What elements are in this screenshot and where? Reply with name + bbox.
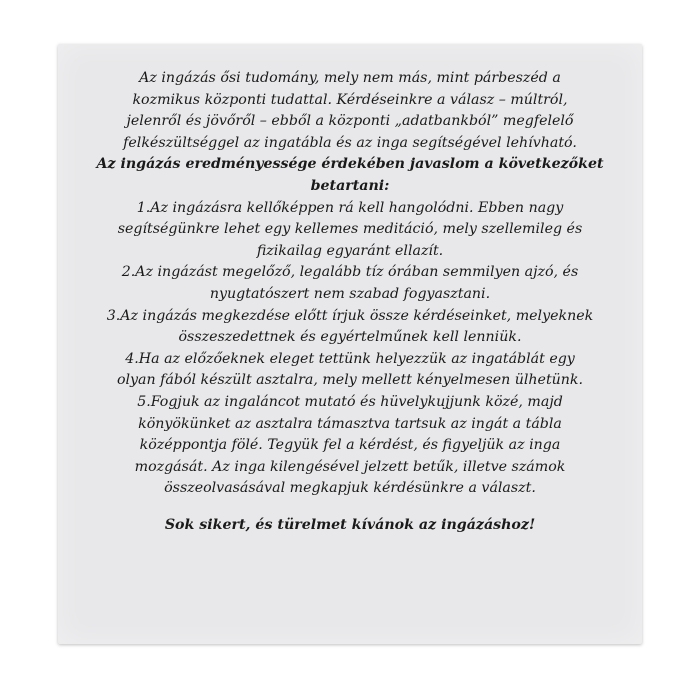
intro-line: kozmikus központi tudattal. Kérdéseinkre a válasz – múltról, bbox=[132, 91, 568, 108]
intro-line: jelenről és jövőről – ebből a központi „adatbankból” megfelelő bbox=[126, 113, 574, 130]
heading-line: Az ingázás eredményessége érdekében javaslom a következőket bbox=[96, 156, 604, 173]
rule-line: olyan fából készült asztalra, mely mellett kényelmesen ülhetünk. bbox=[116, 372, 584, 389]
instruction-text bbox=[58, 68, 642, 536]
rule-line: 4.Ha az előzőeknek eleget tettünk helyezzük az ingatáblát egy bbox=[125, 350, 575, 367]
rule-line: segítségünkre lehet egy kellemes meditáció, mely szellemileg és bbox=[117, 221, 583, 238]
rule-line: 2.Az ingázást megelőző, legalább tíz órában semmilyen ajzó, és bbox=[121, 264, 579, 281]
intro-line: felkészültséggel az ingatábla és az inga segítségével lehívható. bbox=[123, 134, 577, 151]
heading-line: betartani: bbox=[310, 177, 390, 194]
rule-line: 3.Az ingázás megkezdése előtt írjuk össze kérdéseinket, melyeknek bbox=[106, 307, 594, 324]
rule-line: 1.Az ingázásra kellőképpen rá kell hangolódni. Ebben nagy bbox=[136, 199, 564, 216]
rule-line: nyugtatószert nem szabad fogyasztani. bbox=[209, 285, 491, 302]
instruction-card bbox=[58, 44, 642, 644]
rule-line: mozgását. Az inga kilengésével jelzett betűk, illetve számok bbox=[134, 458, 566, 475]
rule-line: összeolvasásával megkapjuk kérdésünkre a választ. bbox=[164, 480, 536, 497]
closing-line: Sok sikert, és türelmet kívánok az ingázáshoz! bbox=[164, 516, 536, 533]
rule-line: 5.Fogjuk az ingaláncot mutató és hüvelykujjunk közé, majd bbox=[137, 393, 563, 410]
rule-line: középpontja fölé. Tegyük fel a kérdést, és figyeljük az inga bbox=[139, 437, 561, 454]
rule-line: összeszedettnek és egyértelműnek kell lenniük. bbox=[178, 329, 522, 346]
intro-line: Az ingázás ősi tudomány, mely nem más, mint párbeszéd a bbox=[139, 70, 561, 86]
rule-line: könyökünket az asztalra támasztva tartsuk az ingát a tábla bbox=[138, 415, 562, 432]
rule-line: fizikailag egyaránt ellazít. bbox=[256, 242, 444, 259]
spacer bbox=[58, 500, 642, 515]
